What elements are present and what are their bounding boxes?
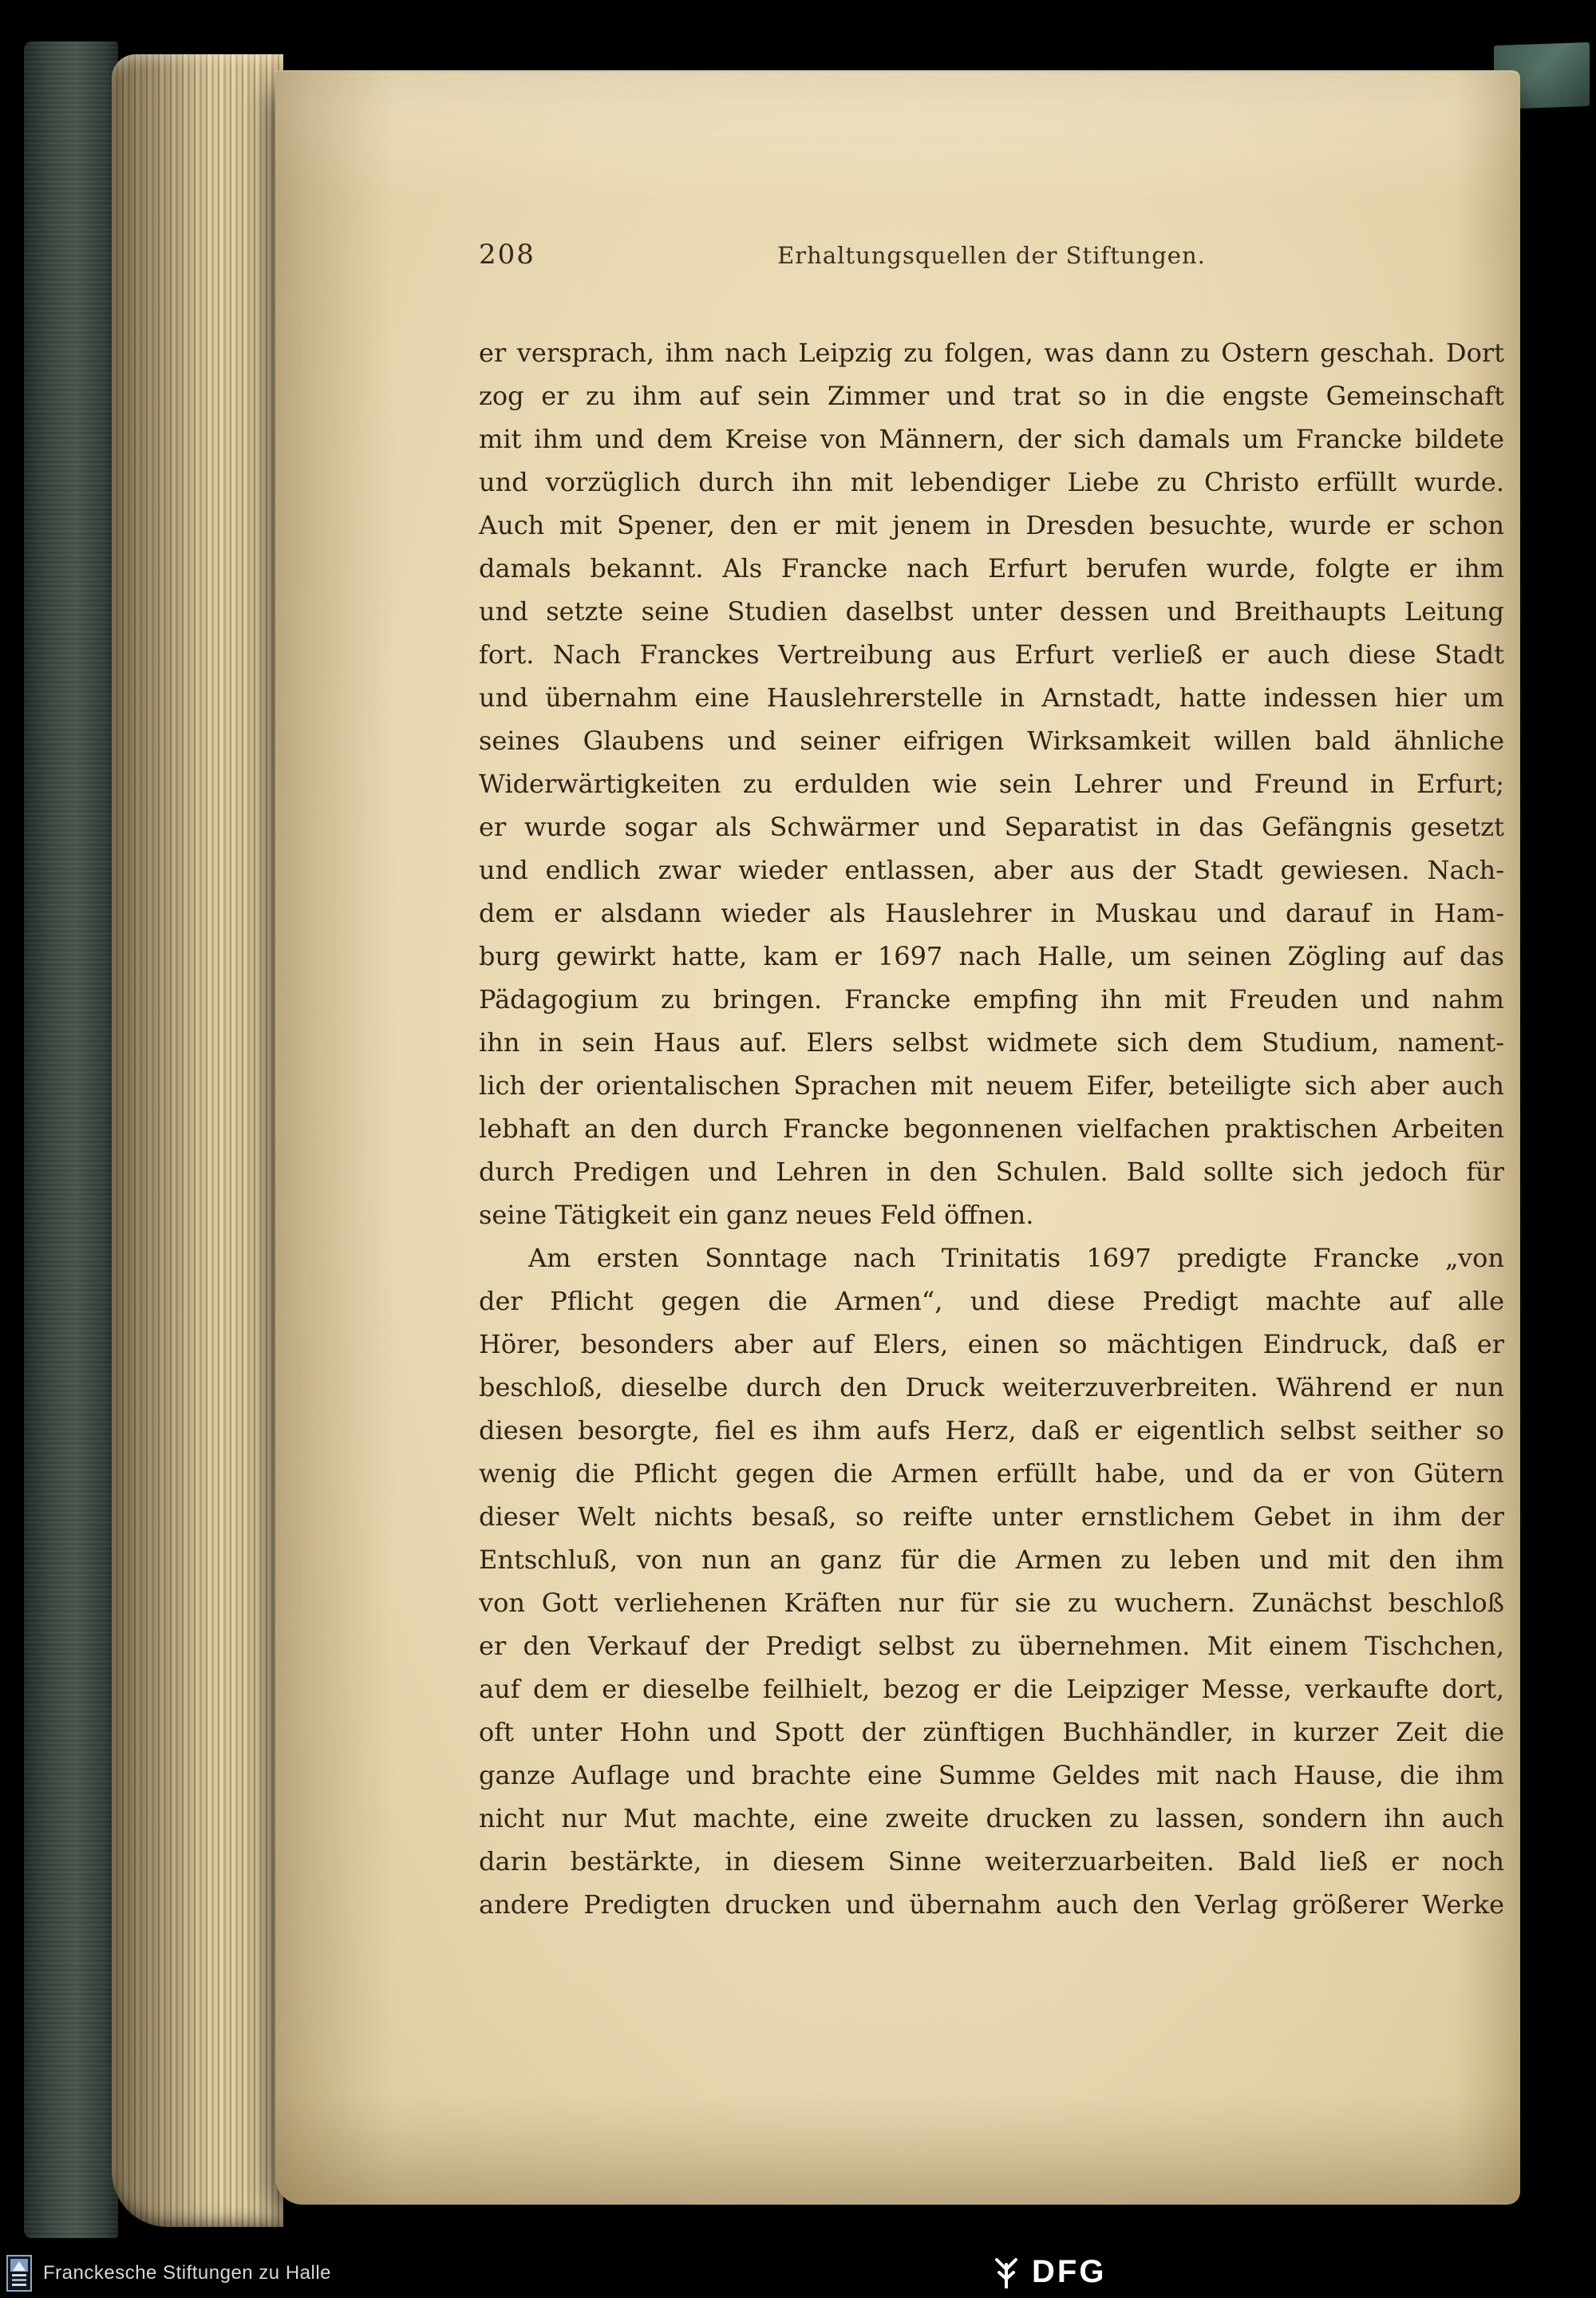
text-line: er wurde sogar als Schwärmer und Separatist in das Gefängnis gesetzt	[479, 812, 1504, 842]
text-line: Auch mit Spener, den er mit jenem in Dresden besuchte, wurde er schon	[479, 510, 1504, 540]
text-line: mit ihm und dem Kreise von Männern, der sich damals um Francke bildete	[479, 424, 1504, 454]
library-label: Franckesche Stiftungen zu Halle	[43, 2262, 332, 2284]
page-edges	[112, 54, 283, 2227]
text-line: seines Glaubens und seiner eifrigen Wirksamkeit willen bald ähnliche	[479, 726, 1504, 756]
text-line: Am ersten Sonntage nach Trinitatis 1697 predigte Francke „von	[528, 1243, 1504, 1273]
book-binding	[24, 42, 118, 2238]
book-page	[275, 70, 1520, 2205]
text-line: von Gott verliehenen Kräften nur für sie zu wuchern. Zunächst beschloß	[479, 1588, 1504, 1618]
digitization-footer	[0, 2247, 1596, 2298]
page-head	[479, 235, 1504, 277]
text-line: ganze Auflage und brachte eine Summe Geldes mit nach Hause, die ihm	[479, 1760, 1504, 1790]
text-line: dem er alsdann wieder als Hauslehrer in Muskau und darauf in Ham-	[479, 898, 1504, 928]
dfg-logo	[992, 2254, 1106, 2290]
text-line: oft unter Hohn und Spott der zünftigen Buchhändler, in kurzer Zeit die	[479, 1717, 1504, 1747]
text-line: er versprach, ihm nach Leipzig zu folgen, was dann zu Ostern geschah. Dort	[479, 338, 1504, 368]
text-line: diesen besorgte, fiel es ihm aufs Herz, daß er eigentlich selbst seither so	[479, 1415, 1504, 1446]
library-credit	[6, 2255, 331, 2292]
text-line: burg gewirkt hatte, kam er 1697 nach Halle, um seinen Zögling auf das	[479, 941, 1504, 971]
text-line: zog er zu ihm auf sein Zimmer und trat so in die engste Gemeinschaft	[479, 381, 1504, 411]
text-line: auf dem er dieselbe feilhielt, bezog er die Leipziger Messe, verkaufte dort,	[479, 1674, 1504, 1704]
text-line: und vorzüglich durch ihn mit lebendiger Liebe zu Christo erfüllt wurde.	[479, 467, 1504, 497]
text-line: Widerwärtigkeiten zu erdulden wie sein Lehrer und Freund in Erfurt;	[479, 769, 1504, 799]
text-line: seine Tätigkeit ein ganz neues Feld öffnen.	[479, 1200, 1034, 1230]
text-line: beschloß, dieselbe durch den Druck weiterzuverbreiten. Während er nun	[479, 1372, 1504, 1402]
running-header: Erhaltungsquellen der Stiftungen.	[777, 242, 1206, 269]
text-line: fort. Nach Franckes Vertreibung aus Erfurt verließ er auch diese Stadt	[479, 639, 1504, 670]
dfg-label: DFG	[1032, 2254, 1107, 2289]
text-line: lebhaft an den durch Francke begonnenen vielfachen praktischen Arbeiten	[479, 1113, 1504, 1144]
dfg-mark-icon	[992, 2256, 1021, 2288]
text-line: der Pflicht gegen die Armen“, und diese Predigt machte auf alle	[479, 1286, 1504, 1316]
text-line: damals bekannt. Als Francke nach Erfurt berufen wurde, folgte er ihm	[479, 553, 1504, 583]
text-line: lich der orientalischen Sprachen mit neuem Eifer, beteiligte sich aber auch	[479, 1070, 1504, 1101]
franckesche-stiftungen-logo-icon	[6, 2255, 32, 2292]
text-line: er den Verkauf der Predigt selbst zu übernehmen. Mit einem Tischchen,	[479, 1631, 1504, 1661]
text-line: und übernahm eine Hauslehrerstelle in Arnstadt, hatte indessen hier um	[479, 682, 1504, 713]
text-line: durch Predigen und Lehren in den Schulen. Bald sollte sich jedoch für	[479, 1157, 1504, 1187]
text-line: und endlich zwar wieder entlassen, aber aus der Stadt gewiesen. Nach-	[479, 855, 1504, 885]
text-line: und setzte seine Studien daselbst unter dessen und Breithaupts Leitung	[479, 596, 1504, 627]
text-line: Pädagogium zu bringen. Francke empfing ihn mit Freuden und nahm	[479, 984, 1504, 1015]
text-line: andere Predigten drucken und übernahm auch den Verlag größerer Werke	[479, 1889, 1504, 1920]
text-line: wenig die Pflicht gegen die Armen erfüllt habe, und da er von Gütern	[479, 1458, 1504, 1489]
text-line: darin bestärkte, in diesem Sinne weiterzuarbeiten. Bald ließ er noch	[479, 1846, 1504, 1877]
text-line: ihn in sein Haus auf. Elers selbst widmete sich dem Studium, nament-	[479, 1027, 1504, 1058]
text-line: Entschluß, von nun an ganz für die Armen zu leben und mit den ihm	[479, 1545, 1504, 1575]
text-line: nicht nur Mut machte, eine zweite drucken zu lassen, sondern ihn auch	[479, 1803, 1504, 1833]
text-line: Hörer, besonders aber auf Elers, einen so mächtigen Eindruck, daß er	[479, 1329, 1504, 1359]
text-line: dieser Welt nichts besaß, so reifte unter ernstlichem Gebet in ihm der	[479, 1501, 1504, 1532]
page-number: 208	[479, 239, 535, 271]
body-text	[479, 331, 1504, 1926]
